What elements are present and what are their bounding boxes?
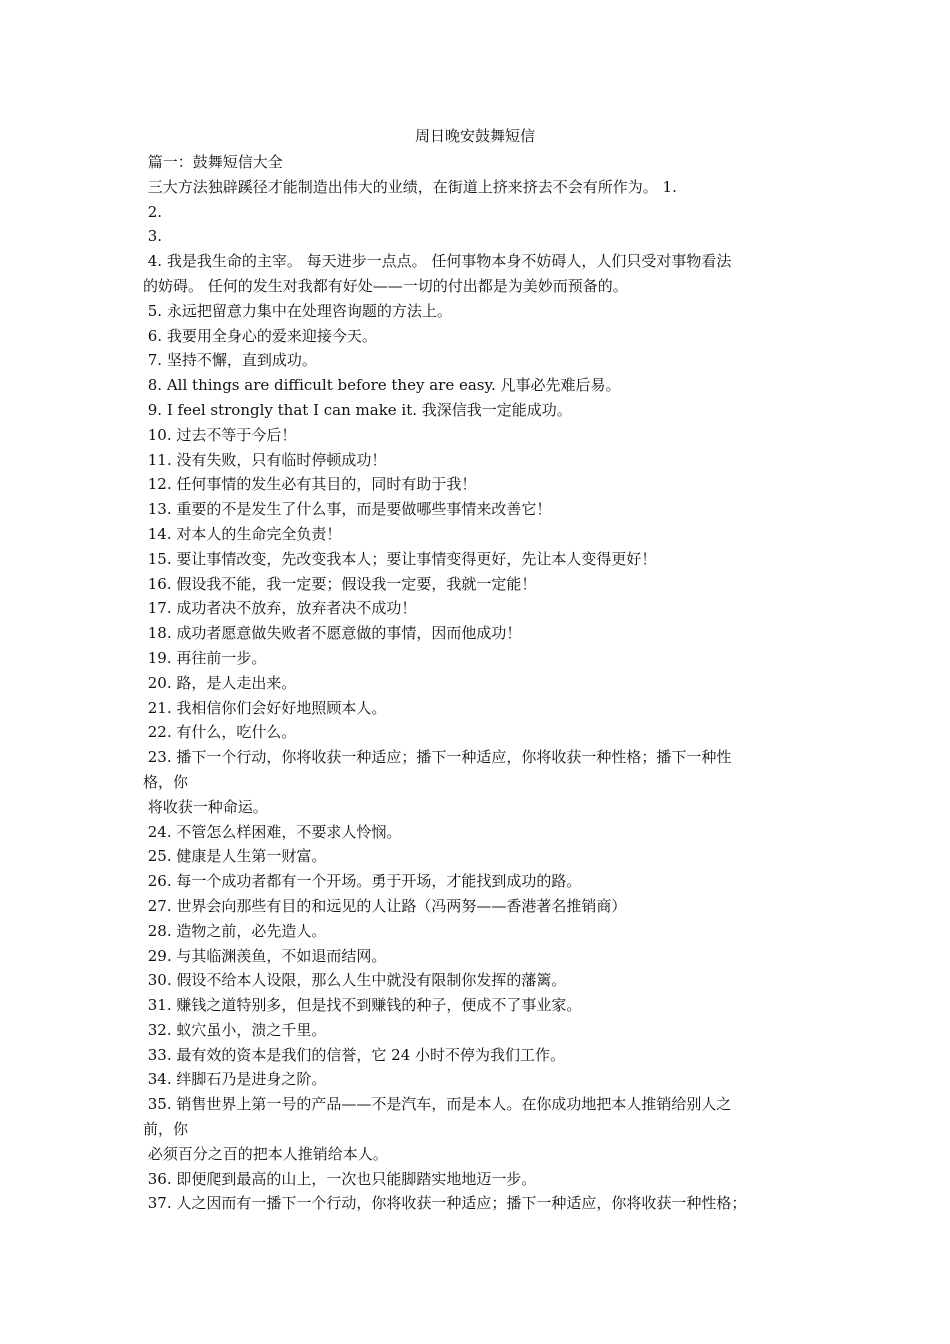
text-line: 前，你 [143,1120,189,1139]
text-line: 三大方法独辟蹊径才能制造出伟大的业绩，在街道上挤来挤去不会有所作为。 1. [143,177,677,196]
text-line: 28. 造物之前，必先造人。 [143,921,327,940]
text-line: 22. 有什么，吃什么。 [143,723,297,742]
text-line: 4. 我是我生命的主宰。 每天进步一点点。 任何事物本身不妨碍人，人们只受对事物看法 [143,252,732,271]
document-body [143,150,815,1216]
text-line: 26. 每一个成功者都有一个开场。勇于开场，才能找到成功的路。 [143,872,582,891]
text-line: 37. 人之因而有一播下一个行动，你将收获一种适应；播下一种适应，你将收获一种性格； [143,1194,747,1213]
text-line: 31. 赚钱之道特别多，但是找不到赚钱的种子，便成不了事业家。 [143,996,582,1015]
text-line: 9. I feel strongly that I can make it. 我深信我一定能成功。 [143,400,572,419]
text-line: 23. 播下一个行动，你将收获一种适应；播下一种适应，你将收获一种性格；播下一种性 [143,748,732,767]
text-line: 29. 与其临渊羡鱼，不如退而结网。 [143,946,387,965]
text-line: 13. 重要的不是发生了什么事，而是要做哪些事情来改善它！ [143,500,552,519]
text-line: 33. 最有效的资本是我们的信誉，它 24 小时不停为我们工作。 [143,1045,566,1064]
text-line: 3. [143,227,163,246]
text-line: 19. 再往前一步。 [143,648,267,667]
text-line: 24. 不管怎么样困难，不要求人怜悯。 [143,822,402,841]
text-line: 32. 蚁穴虽小，溃之千里。 [143,1020,327,1039]
text-line: 14. 对本人的生命完全负责！ [143,524,342,543]
text-line: 篇一：鼓舞短信大全 [143,153,283,171]
text-line: 16. 假设我不能，我一定要；假设我一定要，我就一定能！ [143,574,537,593]
text-line: 20. 路，是人走出来。 [143,673,297,692]
text-line: 18. 成功者愿意做失败者不愿意做的事情，因而他成功！ [143,624,522,643]
text-line: 必须百分之百的把本人推销给本人。 [143,1144,388,1163]
text-line: 8. All things are difficult before they are easy. 凡事必先难后易。 [143,376,621,395]
text-line: 11. 没有失败，只有临时停顿成功！ [143,450,387,469]
text-line: 30. 假设不给本人设限，那么人生中就没有限制你发挥的藩篱。 [143,971,567,990]
text-line: 10. 过去不等于今后！ [143,425,297,444]
text-line: 2. [143,202,163,221]
text-line: 将收获一种命运。 [143,797,268,816]
text-line: 36. 即便爬到最高的山上，一次也只能脚踏实地地迈一步。 [143,1169,537,1188]
text-line: 17. 成功者决不放弃，放弃者决不成功！ [143,599,417,618]
text-line: 27. 世界会向那些有目的和远见的人让路（冯两努——香港著名推销商） [143,896,627,915]
document-title: 周日晚安鼓舞短信 [414,127,535,145]
text-line: 6. 我要用全身心的爱来迎接今天。 [143,326,377,345]
text-line: 格，你 [143,772,189,791]
text-line: 7. 坚持不懈，直到成功。 [143,351,317,370]
text-line: 12. 任何事情的发生必有其目的，同时有助于我！ [143,475,477,494]
text-line: 25. 健康是人生第一财富。 [143,847,327,866]
text-line: 35. 销售世界上第一号的产品——不是汽车，而是本人。在你成功地把本人推销给别人之 [143,1095,732,1114]
text-line: 15. 要让事情改变，先改变我本人；要让事情变得更好，先让本人变得更好！ [143,549,657,568]
text-line: 21. 我相信你们会好好地照顾本人。 [143,698,387,717]
text-line: 34. 绊脚石乃是进身之阶。 [143,1070,327,1089]
text-line: 的妨碍。 任何的发生对我都有好处——一切的付出都是为美妙而预备的。 [143,276,628,295]
text-line: 5. 永远把留意力集中在处理咨询题的方法上。 [143,301,452,320]
